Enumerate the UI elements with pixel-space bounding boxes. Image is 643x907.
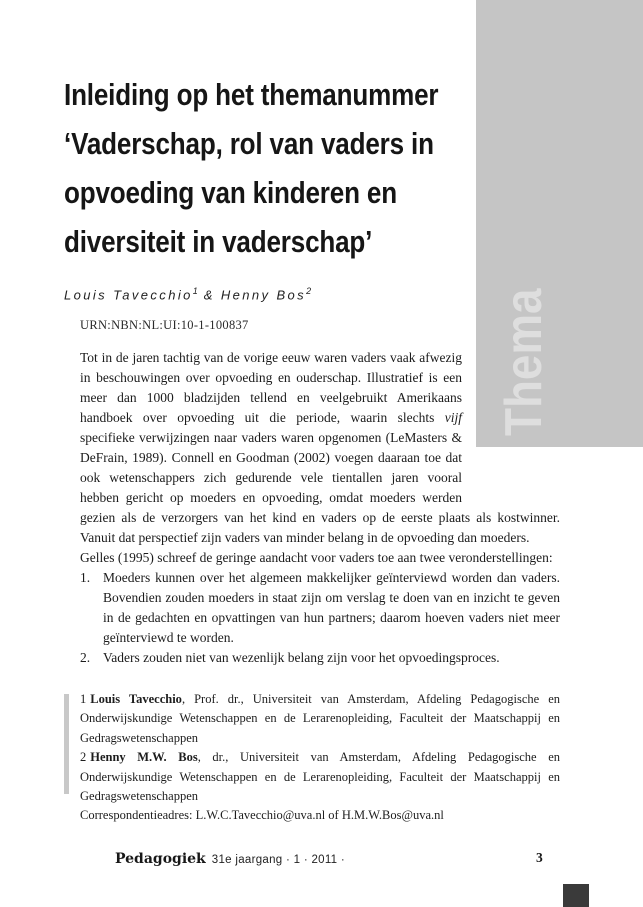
paragraph-1-emphasis: vijf xyxy=(444,410,462,425)
title-line-3: opvoeding van kinderen en xyxy=(64,175,397,210)
footnote-2-author: Henny M.W. Bos xyxy=(90,750,198,765)
correspondence-line: Correspondentieadres: L.W.C.Tavecchio@uva.nl of H.M.W.Bos@uva.nl xyxy=(80,808,444,823)
footnote-2-number: 2 xyxy=(80,750,87,765)
footnote-1-number: 1 xyxy=(80,692,87,706)
issue-info: 31e jaargang · 1 · 2011 · xyxy=(211,854,345,866)
title-line-2: ‘Vaderschap, rol van vaders in xyxy=(64,126,434,161)
urn-identifier: URN:NBN:NL:UI:10-1-100837 xyxy=(80,318,249,332)
paragraph-1-text-a: Tot in de jaren tachtig van de vorige eeuw waren vaders vaak afwezig in beschouwingen over opvoeding en ouderschap. Illustratief is een meer dan 1000 bladzijden tellend en veelgebruikt Amerikaans handboek over opvoeding uit die periode, waarin slechts xyxy=(80,350,462,425)
footnote-margin-bar xyxy=(64,694,69,794)
article-title xyxy=(64,70,510,266)
author-line xyxy=(64,286,311,302)
paragraph-1-text-b: specifieke verwijzingen naar vaders waren opgenomen (LeMasters & DeFrain, 1989). Connell en Goodman (2002) voegen daaraan toe dat ook wetenschappers zich gedurende vele tientallen jaren vooral hebben gericht op moeders en opvoeding, omdat moeders werden gezien als de verzorgers van het kind en vaders op de eerste plaats als kostwinner. Vanuit dat perspectief zijn vaders van minder belang in de opvoeding dan moeders. xyxy=(80,430,560,545)
footnote-2-text: , dr., Universiteit van Amsterdam, Afdeling Pedagogische en Onderwijskundige Wetenschappen en de Lerarenopleiding, Faculteit der Maatschappij en Gedragswetenschappen xyxy=(80,750,560,804)
footnote-2 xyxy=(80,748,560,806)
footnote-1-author: Louis Tavecchio xyxy=(90,692,182,706)
author-1-name: Louis Tavecchio xyxy=(64,287,193,303)
journal-name: Pedagogiek xyxy=(115,851,206,867)
list-item-2 xyxy=(80,648,560,668)
footnote-1-text: , Prof. dr., Universiteit van Amsterdam, Afdeling Pedagogische en Onderwijskundige Wetenschappen en de Lerarenopleiding, Faculteit der Maatschappij en Gedragswetenschappen xyxy=(80,692,560,745)
page-edge-marker xyxy=(563,884,589,907)
list-item-1-number: 1. xyxy=(80,570,91,585)
title-line-4: diversiteit in vaderschap’ xyxy=(64,224,373,259)
footnote-1 xyxy=(80,690,560,748)
list-item-1-text: Moeders kunnen over het algemeen makkelijker geïnterviewd worden dan vaders. Bovendien zouden moeders in staat zijn om verslag te doen van en inzicht te geven in de gedachten en opvattingen van hun partners; daarom hoeven vaders niet meer geïnterviewd te worden. xyxy=(103,570,560,645)
list-item-2-number: 2. xyxy=(80,650,91,665)
author-2-footnote-ref: 2 xyxy=(306,286,312,296)
theme-tab-label: Thema xyxy=(495,288,553,436)
list-item-2-text: Vaders zouden niet van wezenlijk belang zijn voor het opvoedingsproces. xyxy=(103,650,500,665)
title-line-1: Inleiding op het themanummer xyxy=(64,77,439,112)
author-1-footnote-ref: 1 xyxy=(192,286,198,296)
text-wrap-spacer xyxy=(462,348,560,493)
article-body xyxy=(80,348,560,668)
author-2-name: Henny Bos xyxy=(220,287,307,303)
page-footer xyxy=(115,850,345,868)
author-separator: & xyxy=(197,287,221,303)
page-number: 3 xyxy=(536,850,543,865)
paragraph-2: Gelles (1995) schreef de geringe aandacht voor vaders toe aan twee veronderstellingen: xyxy=(80,550,553,565)
list-item-1 xyxy=(80,568,560,648)
footnotes-section xyxy=(80,690,560,826)
